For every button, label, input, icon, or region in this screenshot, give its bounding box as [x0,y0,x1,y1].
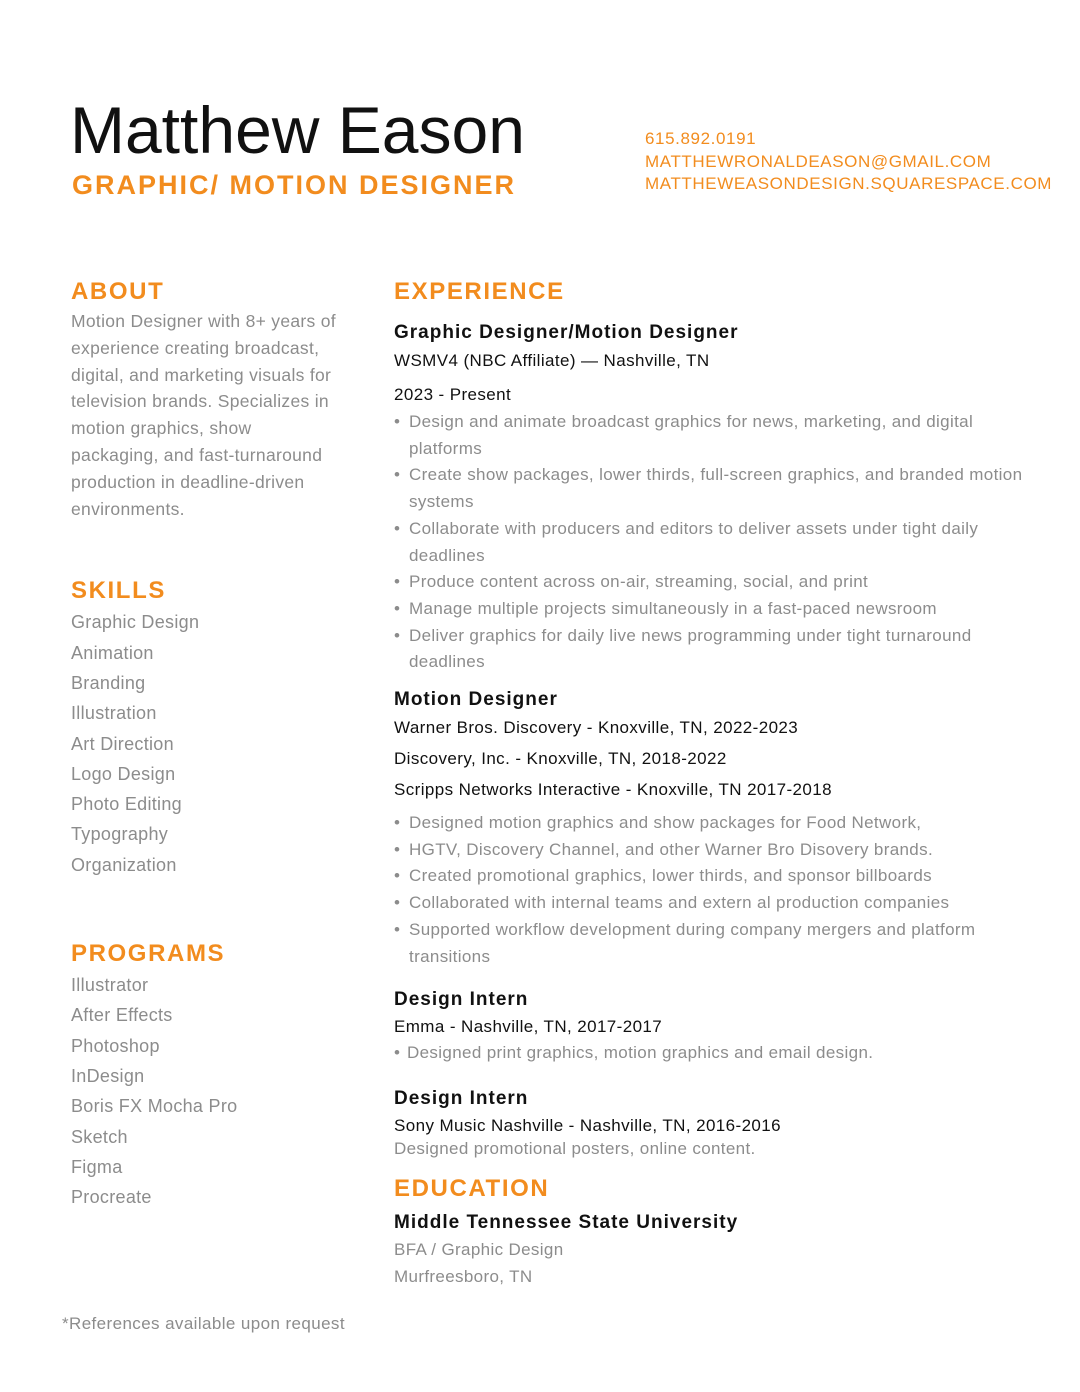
person-name: Matthew Eason [70,93,525,167]
job-title: Graphic Designer/Motion Designer [394,322,739,343]
bullet-item: • Designed print graphics, motion graphics and email design. [394,1040,1044,1067]
employer-line: Discovery, Inc. - Knoxville, TN, 2018-2022 [394,749,727,769]
employer-line: Scripps Networks Interactive - Knoxville, TN 2017-2018 [394,780,832,800]
skills-list [71,607,341,880]
bullet-item: • Create show packages, lower thirds, full-screen graphics, and branded motion systems [394,462,1044,515]
bullet-item: • Deliver graphics for daily live news programming under tight turnaround deadlines [394,623,1044,676]
school-name: Middle Tennessee State University [394,1211,739,1233]
experience-entry [394,986,1044,1067]
skill-item: Illustration [71,703,157,724]
program-item: Boris FX Mocha Pro [71,1096,238,1117]
degree: BFA / Graphic Design [394,1239,564,1259]
job-description: Designed promotional posters, online content. [394,1138,756,1158]
employer-line: Sony Music Nashville - Nashville, TN, 2016-2016 [394,1115,781,1135]
bullet-item: • Produce content across on-air, streaming, social, and print [394,569,1044,596]
programs-title: PROGRAMS [71,940,226,968]
education-title: EDUCATION [394,1174,550,1202]
experience-entry [394,686,1044,970]
bullet-item: • Created promotional graphics, lower thirds, and sponsor billboards [394,863,1044,890]
bullet-item: • Manage multiple projects simultaneously in a fast-paced newsroom [394,596,1044,623]
program-item: Sketch [71,1126,128,1147]
job-title: Design Intern [394,989,529,1011]
skill-item: Logo Design [71,763,176,784]
employer-line: Emma - Nashville, TN, 2017-2017 [394,1017,663,1037]
left-column [71,278,341,1212]
about-text: Motion Designer with 8+ years of experience creating broadcast, digital, and marketing visuals for television brands. Specializes in motion graphics, show packaging, and fast-turnaround production in deadline-driven environments. [71,311,336,519]
job-bullets [394,1040,1044,1067]
phone-number: 615.892.0191 [645,129,757,148]
job-title: Design Intern [394,1087,529,1109]
email-address: MATTHEWRONALDEASON@GMAIL.COM [645,151,992,171]
program-item: After Effects [71,1005,173,1026]
skill-item: Art Direction [71,733,174,754]
contact-block [645,128,1052,196]
skill-item: Graphic Design [71,612,200,633]
bullet-item: • Collaborate with producers and editors to deliver assets under tight daily deadlines [394,516,1044,569]
job-role: GRAPHIC/ MOTION DESIGNER [72,170,517,200]
skill-item: Photo Editing [71,794,182,815]
job-bullets [394,409,1044,676]
skill-item: Branding [71,672,146,693]
skills-title: SKILLS [71,577,166,605]
website-url: MATTHEWEASONDESIGN.SQUARESPACE.COM [645,174,1053,193]
skill-item: Typography [71,824,169,845]
skill-item: Organization [71,854,177,875]
bullet-item: • Collaborated with internal teams and extern al production companies [394,890,1044,917]
references-note: *References available upon request [62,1314,345,1333]
experience-entry [394,1085,1044,1159]
program-item: Photoshop [71,1035,160,1056]
skill-item: Animation [71,642,154,663]
bullet-item: • Design and animate broadcast graphics for news, marketing, and digital platforms [394,409,1044,462]
program-item: Illustrator [71,975,149,996]
experience-title: EXPERIENCE [394,278,565,305]
bullet-item: • Designed motion graphics and show packages for Food Network, [394,810,1044,837]
education-entry [394,1209,1044,1290]
job-bullets [394,810,1044,970]
bullet-item: • Supported workflow development during company mergers and platform transitions [394,917,1044,970]
experience-entry [394,319,1044,676]
about-title: ABOUT [71,278,165,305]
program-item: Figma [71,1156,123,1177]
job-title: Motion Designer [394,689,558,711]
programs-list [71,970,341,1212]
employer-line: Warner Bros. Discovery - Knoxville, TN, 2022-2023 [394,718,799,738]
program-item: Procreate [71,1187,152,1208]
date-range: 2023 - Present [394,385,512,404]
program-item: InDesign [71,1065,145,1086]
bullet-item: • HGTV, Discovery Channel, and other Warner Bro Disovery brands. [394,837,1044,864]
right-column [394,278,1044,1290]
school-location: Murfreesboro, TN [394,1266,533,1286]
employer-line: WSMV4 (NBC Affiliate) — Nashville, TN [394,351,710,370]
